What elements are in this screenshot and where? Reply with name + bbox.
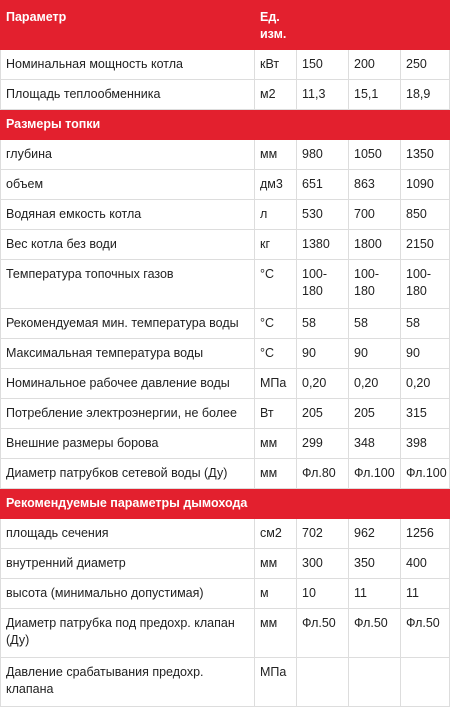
table-row	[1, 80, 450, 110]
value-cell-3: 315	[401, 399, 450, 429]
table-row	[1, 200, 450, 230]
value-cell-3: 2150	[401, 230, 450, 260]
specifications-table-body	[1, 1, 450, 707]
section-header-row	[1, 489, 450, 519]
value-cell-3: 58	[401, 309, 450, 339]
unit-cell: дм3	[255, 170, 297, 200]
value-cell-1	[297, 658, 349, 707]
param-cell: Вес котла без води	[1, 230, 255, 260]
param-cell: Максимальная температура воды	[1, 339, 255, 369]
table-row	[1, 309, 450, 339]
table-row	[1, 399, 450, 429]
param-cell: Площадь теплообменника	[1, 80, 255, 110]
table-row	[1, 609, 450, 658]
value-cell-2: 100-180	[349, 260, 401, 309]
header-value-2	[349, 1, 401, 50]
table-row	[1, 658, 450, 707]
value-cell-1: 150	[297, 50, 349, 80]
value-cell-3: 1090	[401, 170, 450, 200]
value-cell-1: 58	[297, 309, 349, 339]
unit-cell: °С	[255, 339, 297, 369]
section-title: Размеры топки	[1, 110, 450, 140]
param-cell: Диаметр патрубка под предохр. клапан (Ду)	[1, 609, 255, 658]
value-cell-1: 205	[297, 399, 349, 429]
unit-cell: МПа	[255, 369, 297, 399]
param-cell: Внешние размеры борова	[1, 429, 255, 459]
value-cell-3: 11	[401, 579, 450, 609]
section-title: Рекомендуемые параметры дымохода	[1, 489, 450, 519]
value-cell-3: 250	[401, 50, 450, 80]
param-cell: Номинальное рабочее давление воды	[1, 369, 255, 399]
value-cell-2: 348	[349, 429, 401, 459]
table-row	[1, 549, 450, 579]
table-row	[1, 459, 450, 489]
unit-cell: мм	[255, 609, 297, 658]
unit-cell: МПа	[255, 658, 297, 707]
value-cell-3: Фл.100	[401, 459, 450, 489]
value-cell-1: 651	[297, 170, 349, 200]
unit-cell: мм	[255, 140, 297, 170]
value-cell-2: 90	[349, 339, 401, 369]
table-row	[1, 339, 450, 369]
value-cell-1: Фл.50	[297, 609, 349, 658]
param-cell: Номинальная мощность котла	[1, 50, 255, 80]
value-cell-2: 58	[349, 309, 401, 339]
unit-cell: мм	[255, 549, 297, 579]
value-cell-1: 300	[297, 549, 349, 579]
value-cell-3: 90	[401, 339, 450, 369]
param-cell: объем	[1, 170, 255, 200]
param-cell: глубина	[1, 140, 255, 170]
table-row	[1, 369, 450, 399]
value-cell-1: 0,20	[297, 369, 349, 399]
param-cell: внутренний диаметр	[1, 549, 255, 579]
unit-cell: °С	[255, 260, 297, 309]
value-cell-1: 1380	[297, 230, 349, 260]
value-cell-1: 90	[297, 339, 349, 369]
param-cell: высота (минимально допустимая)	[1, 579, 255, 609]
unit-cell: кВт	[255, 50, 297, 80]
table-row	[1, 429, 450, 459]
table-header-row	[1, 1, 450, 50]
value-cell-2: 205	[349, 399, 401, 429]
value-cell-2: Фл.50	[349, 609, 401, 658]
table-row	[1, 140, 450, 170]
value-cell-3: 0,20	[401, 369, 450, 399]
header-value-3	[401, 1, 450, 50]
param-cell: Температура топочных газов	[1, 260, 255, 309]
value-cell-1: 980	[297, 140, 349, 170]
value-cell-1: 530	[297, 200, 349, 230]
value-cell-3: 1350	[401, 140, 450, 170]
unit-cell: мм	[255, 429, 297, 459]
value-cell-2: 0,20	[349, 369, 401, 399]
value-cell-2: 200	[349, 50, 401, 80]
unit-cell: мм	[255, 459, 297, 489]
param-cell: площадь сечения	[1, 519, 255, 549]
value-cell-1: Фл.80	[297, 459, 349, 489]
value-cell-2: Фл.100	[349, 459, 401, 489]
value-cell-1: 702	[297, 519, 349, 549]
value-cell-3: 398	[401, 429, 450, 459]
table-row	[1, 519, 450, 549]
header-value-1	[297, 1, 349, 50]
value-cell-1: 299	[297, 429, 349, 459]
value-cell-2: 962	[349, 519, 401, 549]
section-header-row	[1, 110, 450, 140]
value-cell-2: 350	[349, 549, 401, 579]
value-cell-3: 400	[401, 549, 450, 579]
unit-cell: м	[255, 579, 297, 609]
param-cell: Потребление электроэнергии, не более	[1, 399, 255, 429]
value-cell-1: 100-180	[297, 260, 349, 309]
param-cell: Рекомендуемая мин. температура воды	[1, 309, 255, 339]
value-cell-1: 10	[297, 579, 349, 609]
table-row	[1, 50, 450, 80]
param-cell: Водяная емкость котла	[1, 200, 255, 230]
value-cell-3	[401, 658, 450, 707]
table-row	[1, 230, 450, 260]
param-cell: Давление срабатывания предохр. клапана	[1, 658, 255, 707]
unit-cell: кг	[255, 230, 297, 260]
value-cell-3: 1256	[401, 519, 450, 549]
unit-cell: м2	[255, 80, 297, 110]
value-cell-2: 1050	[349, 140, 401, 170]
unit-cell: Вт	[255, 399, 297, 429]
value-cell-1: 11,3	[297, 80, 349, 110]
table-row	[1, 579, 450, 609]
table-row	[1, 260, 450, 309]
value-cell-2	[349, 658, 401, 707]
value-cell-3: 18,9	[401, 80, 450, 110]
value-cell-2: 1800	[349, 230, 401, 260]
value-cell-2: 11	[349, 579, 401, 609]
value-cell-3: Фл.50	[401, 609, 450, 658]
unit-cell: см2	[255, 519, 297, 549]
value-cell-3: 100-180	[401, 260, 450, 309]
value-cell-3: 850	[401, 200, 450, 230]
param-cell: Диаметр патрубков сетевой воды (Ду)	[1, 459, 255, 489]
value-cell-2: 15,1	[349, 80, 401, 110]
header-param: Параметр	[1, 1, 255, 50]
header-unit: Ед. изм.	[255, 1, 297, 50]
value-cell-2: 700	[349, 200, 401, 230]
unit-cell: л	[255, 200, 297, 230]
unit-cell: °С	[255, 309, 297, 339]
value-cell-2: 863	[349, 170, 401, 200]
table-row	[1, 170, 450, 200]
